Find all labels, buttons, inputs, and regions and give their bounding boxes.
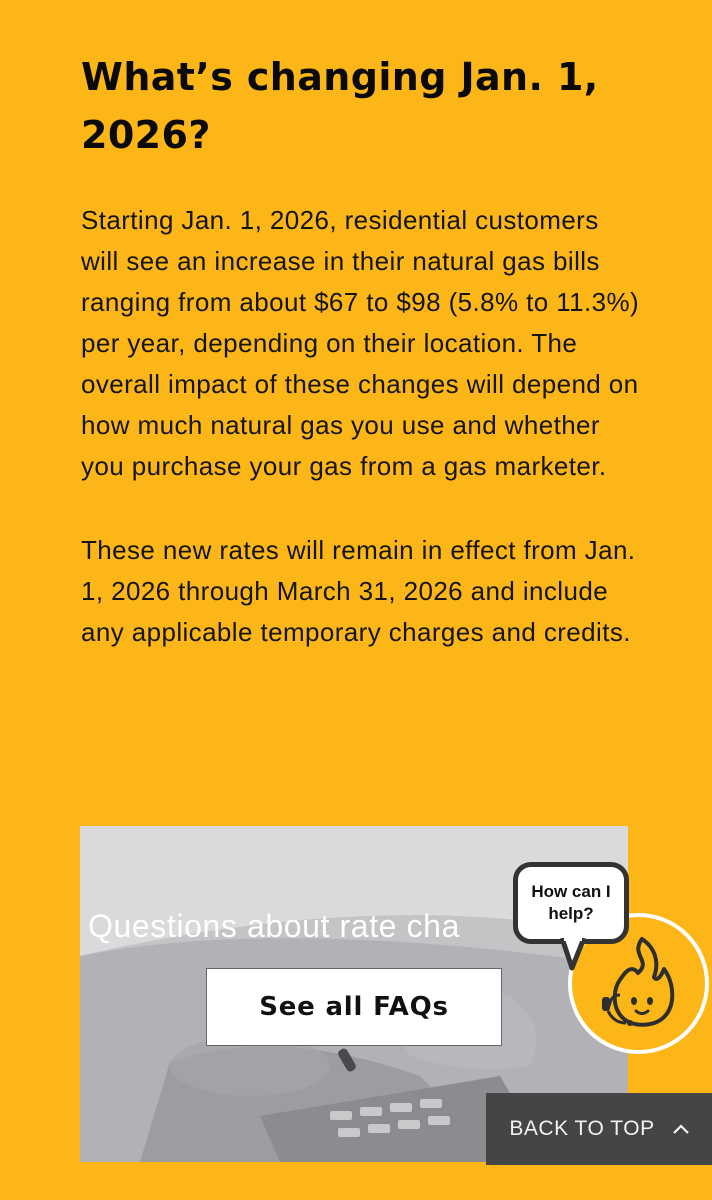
rate-increase-paragraph: Starting Jan. 1, 2026, residential customers will see an increase in their natural gas bills ranging from about $67 to $98 (5.8% to 11.3%) per year, depending on their location. The overall impact of these changes will depend on how much natural gas you use and whether you purchase your gas from a gas marketer. bbox=[81, 205, 640, 481]
chat-bubble-tail bbox=[560, 938, 586, 972]
section-heading: What’s changing Jan. 1, 2026? bbox=[81, 55, 599, 157]
chat-bubble-line1: How can I bbox=[531, 882, 611, 901]
chat-bubble-line2: help? bbox=[548, 904, 594, 923]
back-to-top-label: BACK TO TOP bbox=[509, 1117, 655, 1140]
chevron-up-icon bbox=[673, 1124, 689, 1134]
promo-title: Questions about rate cha bbox=[88, 908, 460, 944]
back-to-top-button[interactable] bbox=[486, 1093, 712, 1165]
see-all-faqs-button[interactable]: See all FAQs bbox=[206, 968, 502, 1046]
rate-period-paragraph: These new rates will remain in effect from Jan. 1, 2026 through March 31, 2026 and include any applicable temporary charges and credits. bbox=[81, 535, 636, 647]
chat-bubble-text bbox=[531, 881, 610, 925]
chat-help-bubble[interactable] bbox=[513, 862, 629, 944]
rate-change-section bbox=[81, 48, 641, 653]
